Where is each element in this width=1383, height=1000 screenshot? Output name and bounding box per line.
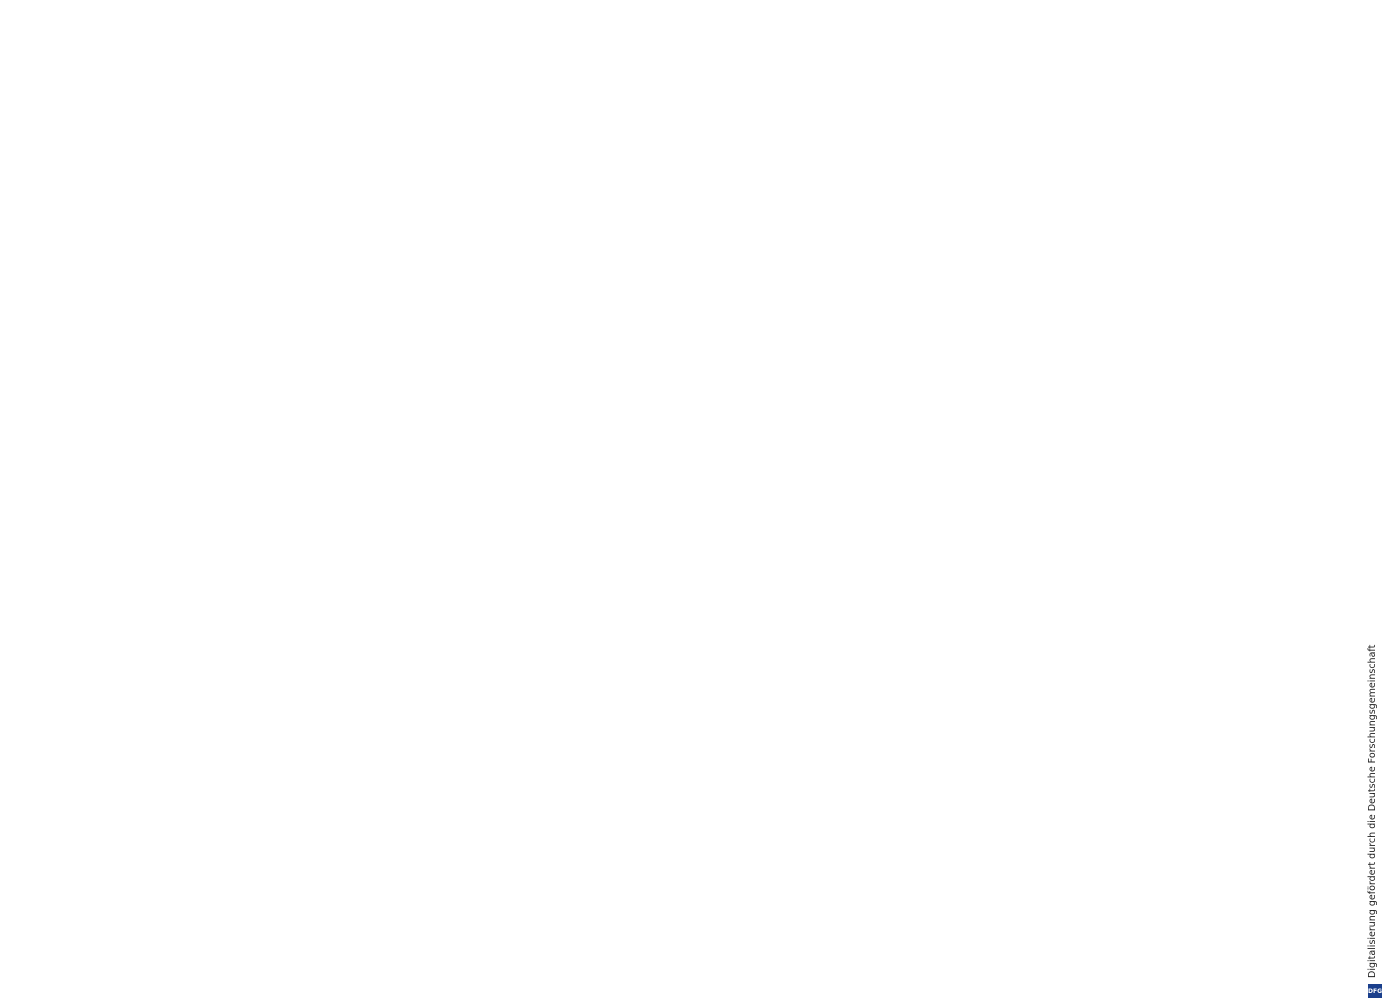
funding-credit: Digitalisierung gefördert durch die Deutsche Forschungsgemeinschaft xyxy=(1367,644,1378,978)
dfg-logo: DFG xyxy=(1368,984,1382,998)
